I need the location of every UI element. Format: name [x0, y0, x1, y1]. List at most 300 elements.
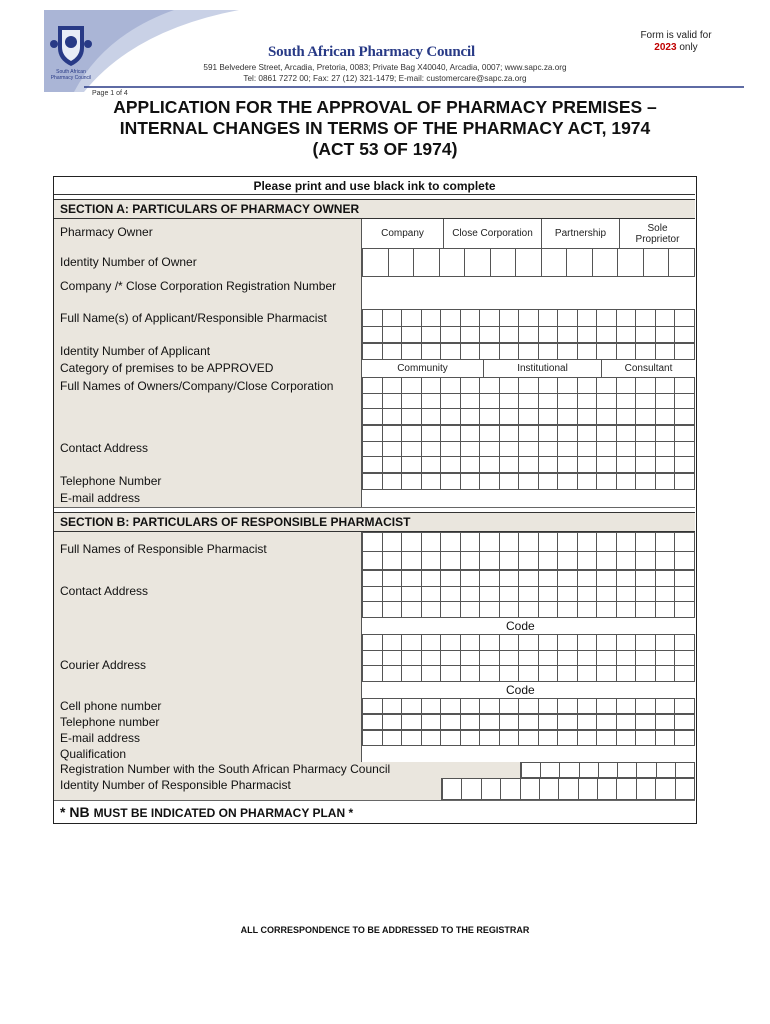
- input-box[interactable]: [541, 763, 560, 778]
- input-box[interactable]: [539, 474, 559, 490]
- input-box[interactable]: [422, 327, 442, 344]
- input-box[interactable]: [402, 344, 422, 360]
- input-box[interactable]: [656, 731, 676, 746]
- input-box[interactable]: [461, 666, 481, 682]
- input-box[interactable]: [363, 715, 383, 730]
- responsible-names-boxes[interactable]: [362, 532, 695, 570]
- input-box[interactable]: [402, 474, 422, 490]
- input-box[interactable]: [500, 378, 520, 394]
- input-box[interactable]: [363, 587, 383, 603]
- input-box[interactable]: [383, 378, 403, 394]
- input-box[interactable]: [558, 378, 578, 394]
- input-box[interactable]: [675, 587, 695, 603]
- input-box[interactable]: [558, 651, 578, 667]
- input-box[interactable]: [558, 474, 578, 490]
- input-box[interactable]: [363, 409, 383, 425]
- input-box[interactable]: [578, 731, 598, 746]
- input-box[interactable]: [462, 779, 481, 800]
- input-box[interactable]: [578, 426, 598, 442]
- input-box[interactable]: [519, 666, 539, 682]
- input-box[interactable]: [519, 635, 539, 651]
- input-box[interactable]: [422, 666, 442, 682]
- input-box[interactable]: [578, 474, 598, 490]
- input-box[interactable]: [597, 571, 617, 587]
- input-box[interactable]: [578, 344, 598, 360]
- input-box[interactable]: [422, 378, 442, 394]
- input-box[interactable]: [636, 651, 656, 667]
- input-box[interactable]: [389, 249, 415, 277]
- input-box[interactable]: [656, 457, 676, 473]
- input-box[interactable]: [675, 699, 695, 714]
- input-box[interactable]: [656, 635, 676, 651]
- input-box[interactable]: [597, 327, 617, 344]
- input-box[interactable]: [558, 457, 578, 473]
- input-box[interactable]: [636, 344, 656, 360]
- input-box[interactable]: [500, 587, 520, 603]
- input-box[interactable]: [363, 651, 383, 667]
- input-box[interactable]: [461, 426, 481, 442]
- input-box[interactable]: [461, 602, 481, 618]
- input-box[interactable]: [636, 394, 656, 410]
- input-box[interactable]: [383, 587, 403, 603]
- input-box[interactable]: [675, 651, 695, 667]
- input-box[interactable]: [383, 474, 403, 490]
- input-box[interactable]: [383, 571, 403, 587]
- input-box[interactable]: [617, 378, 637, 394]
- input-box[interactable]: [402, 651, 422, 667]
- input-box[interactable]: [519, 474, 539, 490]
- input-box[interactable]: [402, 602, 422, 618]
- input-box[interactable]: [675, 327, 695, 344]
- input-box[interactable]: [383, 731, 403, 746]
- input-box[interactable]: [402, 327, 422, 344]
- input-box[interactable]: [597, 310, 617, 327]
- input-box[interactable]: [636, 552, 656, 571]
- input-box[interactable]: [383, 651, 403, 667]
- input-box[interactable]: [441, 666, 461, 682]
- input-box[interactable]: [539, 731, 559, 746]
- input-box[interactable]: [383, 635, 403, 651]
- input-box[interactable]: [539, 533, 559, 552]
- input-box[interactable]: [539, 571, 559, 587]
- input-box[interactable]: [500, 602, 520, 618]
- input-box[interactable]: [383, 666, 403, 682]
- input-box[interactable]: [422, 602, 442, 618]
- input-box[interactable]: [617, 426, 637, 442]
- input-box[interactable]: [383, 310, 403, 327]
- input-box[interactable]: [617, 327, 637, 344]
- input-box[interactable]: [636, 571, 656, 587]
- input-box[interactable]: [500, 715, 520, 730]
- courier-address-boxes[interactable]: [362, 634, 695, 682]
- telephone-boxes[interactable]: [362, 473, 695, 490]
- input-box[interactable]: [539, 457, 559, 473]
- input-box[interactable]: [500, 666, 520, 682]
- owner-type-option[interactable]: Company: [362, 219, 444, 248]
- input-box[interactable]: [500, 533, 520, 552]
- input-box[interactable]: [597, 587, 617, 603]
- input-box[interactable]: [636, 587, 656, 603]
- input-box[interactable]: [597, 651, 617, 667]
- input-box[interactable]: [675, 731, 695, 746]
- input-box[interactable]: [383, 602, 403, 618]
- input-box[interactable]: [422, 474, 442, 490]
- input-box[interactable]: [657, 763, 676, 778]
- input-box[interactable]: [539, 587, 559, 603]
- cell-boxes[interactable]: [362, 698, 695, 714]
- input-box[interactable]: [558, 409, 578, 425]
- input-box[interactable]: [441, 344, 461, 360]
- input-box[interactable]: [402, 571, 422, 587]
- input-box[interactable]: [480, 442, 500, 458]
- input-box[interactable]: [597, 394, 617, 410]
- input-box[interactable]: [402, 533, 422, 552]
- input-box[interactable]: [519, 378, 539, 394]
- b-email-boxes[interactable]: [362, 730, 695, 746]
- input-box[interactable]: [617, 587, 637, 603]
- input-box[interactable]: [597, 699, 617, 714]
- input-box[interactable]: [383, 552, 403, 571]
- input-box[interactable]: [656, 344, 676, 360]
- input-box[interactable]: [461, 699, 481, 714]
- input-box[interactable]: [500, 552, 520, 571]
- input-box[interactable]: [383, 327, 403, 344]
- input-box[interactable]: [363, 731, 383, 746]
- input-box[interactable]: [540, 779, 559, 800]
- input-box[interactable]: [441, 651, 461, 667]
- input-box[interactable]: [422, 571, 442, 587]
- input-box[interactable]: [636, 474, 656, 490]
- input-box[interactable]: [519, 587, 539, 603]
- input-box[interactable]: [383, 344, 403, 360]
- input-box[interactable]: [422, 715, 442, 730]
- input-box[interactable]: [363, 310, 383, 327]
- input-box[interactable]: [522, 763, 541, 778]
- input-box[interactable]: [500, 344, 520, 360]
- input-box[interactable]: [519, 409, 539, 425]
- input-box[interactable]: [402, 394, 422, 410]
- input-box[interactable]: [500, 442, 520, 458]
- input-box[interactable]: [402, 666, 422, 682]
- category-option[interactable]: Community: [362, 360, 484, 377]
- input-box[interactable]: [402, 731, 422, 746]
- input-box[interactable]: [480, 426, 500, 442]
- input-box[interactable]: [644, 249, 670, 277]
- input-box[interactable]: [617, 310, 637, 327]
- input-box[interactable]: [519, 394, 539, 410]
- input-box[interactable]: [617, 442, 637, 458]
- input-box[interactable]: [617, 651, 637, 667]
- input-box[interactable]: [422, 457, 442, 473]
- input-box[interactable]: [593, 249, 619, 277]
- input-box[interactable]: [402, 426, 422, 442]
- input-box[interactable]: [636, 602, 656, 618]
- input-box[interactable]: [656, 651, 676, 667]
- input-box[interactable]: [656, 426, 676, 442]
- input-box[interactable]: [482, 779, 501, 800]
- input-box[interactable]: [461, 552, 481, 571]
- input-box[interactable]: [501, 779, 520, 800]
- input-box[interactable]: [402, 310, 422, 327]
- input-box[interactable]: [558, 602, 578, 618]
- input-box[interactable]: [519, 715, 539, 730]
- input-box[interactable]: [580, 763, 599, 778]
- input-box[interactable]: [480, 474, 500, 490]
- input-box[interactable]: [636, 635, 656, 651]
- input-box[interactable]: [521, 779, 540, 800]
- input-box[interactable]: [461, 533, 481, 552]
- input-box[interactable]: [539, 327, 559, 344]
- input-box[interactable]: [480, 344, 500, 360]
- input-box[interactable]: [617, 779, 636, 800]
- input-box[interactable]: [567, 249, 593, 277]
- input-box[interactable]: [676, 779, 695, 800]
- input-box[interactable]: [500, 457, 520, 473]
- input-box[interactable]: [637, 763, 656, 778]
- b-identity-boxes[interactable]: [442, 778, 695, 800]
- category-option[interactable]: Institutional: [484, 360, 602, 377]
- input-box[interactable]: [441, 699, 461, 714]
- category-option[interactable]: Consultant: [624, 363, 673, 374]
- input-box[interactable]: [480, 635, 500, 651]
- input-box[interactable]: [656, 587, 676, 603]
- input-box[interactable]: [656, 552, 676, 571]
- input-box[interactable]: [414, 249, 440, 277]
- input-box[interactable]: [558, 731, 578, 746]
- input-box[interactable]: [636, 457, 656, 473]
- input-box[interactable]: [656, 327, 676, 344]
- b-telephone-boxes[interactable]: [362, 714, 695, 730]
- input-box[interactable]: [558, 327, 578, 344]
- input-box[interactable]: [441, 635, 461, 651]
- input-box[interactable]: [461, 457, 481, 473]
- input-box[interactable]: [617, 457, 637, 473]
- input-box[interactable]: [597, 552, 617, 571]
- input-box[interactable]: [656, 533, 676, 552]
- input-box[interactable]: [578, 571, 598, 587]
- input-box[interactable]: [675, 457, 695, 473]
- input-box[interactable]: [461, 587, 481, 603]
- input-box[interactable]: [461, 715, 481, 730]
- input-box[interactable]: [461, 731, 481, 746]
- input-box[interactable]: [441, 394, 461, 410]
- input-box[interactable]: [636, 533, 656, 552]
- input-box[interactable]: [656, 310, 676, 327]
- input-box[interactable]: [440, 249, 466, 277]
- input-box[interactable]: [519, 442, 539, 458]
- input-box[interactable]: [519, 602, 539, 618]
- input-box[interactable]: [383, 426, 403, 442]
- input-box[interactable]: [636, 327, 656, 344]
- input-box[interactable]: [480, 571, 500, 587]
- input-box[interactable]: [579, 779, 598, 800]
- input-box[interactable]: [363, 442, 383, 458]
- input-box[interactable]: [558, 442, 578, 458]
- input-box[interactable]: [559, 779, 578, 800]
- input-box[interactable]: [617, 552, 637, 571]
- input-box[interactable]: [656, 602, 676, 618]
- input-box[interactable]: [461, 378, 481, 394]
- input-box[interactable]: [441, 602, 461, 618]
- input-box[interactable]: [461, 442, 481, 458]
- input-box[interactable]: [363, 602, 383, 618]
- input-box[interactable]: [656, 715, 676, 730]
- input-box[interactable]: [636, 378, 656, 394]
- input-box[interactable]: [675, 474, 695, 490]
- input-box[interactable]: [441, 442, 461, 458]
- input-box[interactable]: [480, 587, 500, 603]
- input-box[interactable]: [597, 474, 617, 490]
- input-box[interactable]: [441, 571, 461, 587]
- input-box[interactable]: [519, 310, 539, 327]
- input-box[interactable]: [519, 344, 539, 360]
- input-box[interactable]: [363, 474, 383, 490]
- input-box[interactable]: [578, 587, 598, 603]
- input-box[interactable]: [422, 651, 442, 667]
- input-box[interactable]: [675, 602, 695, 618]
- input-box[interactable]: [617, 602, 637, 618]
- input-box[interactable]: [363, 699, 383, 714]
- input-box[interactable]: [422, 552, 442, 571]
- input-box[interactable]: [422, 442, 442, 458]
- input-box[interactable]: [461, 344, 481, 360]
- input-box[interactable]: [676, 763, 695, 778]
- input-box[interactable]: [441, 426, 461, 442]
- input-box[interactable]: [560, 763, 579, 778]
- input-box[interactable]: [597, 666, 617, 682]
- input-box[interactable]: [383, 442, 403, 458]
- input-box[interactable]: [363, 394, 383, 410]
- owner-type-option[interactable]: Partnership: [542, 219, 620, 248]
- input-box[interactable]: [539, 310, 559, 327]
- input-box[interactable]: [519, 457, 539, 473]
- input-box[interactable]: [422, 699, 442, 714]
- input-box[interactable]: [480, 409, 500, 425]
- input-box[interactable]: [636, 731, 656, 746]
- input-box[interactable]: [500, 699, 520, 714]
- input-box[interactable]: [656, 442, 676, 458]
- input-box[interactable]: [617, 635, 637, 651]
- input-box[interactable]: [461, 571, 481, 587]
- input-box[interactable]: [558, 699, 578, 714]
- input-box[interactable]: [363, 552, 383, 571]
- input-box[interactable]: [383, 533, 403, 552]
- input-box[interactable]: [539, 602, 559, 618]
- applicant-names-boxes[interactable]: [362, 309, 695, 343]
- input-box[interactable]: [461, 635, 481, 651]
- input-box[interactable]: [402, 699, 422, 714]
- registration-boxes[interactable]: [521, 762, 695, 778]
- input-box[interactable]: [597, 344, 617, 360]
- input-box[interactable]: [636, 666, 656, 682]
- input-box[interactable]: [597, 635, 617, 651]
- input-box[interactable]: [618, 763, 637, 778]
- input-box[interactable]: [441, 409, 461, 425]
- input-box[interactable]: [578, 378, 598, 394]
- input-box[interactable]: [597, 715, 617, 730]
- input-box[interactable]: [480, 394, 500, 410]
- input-box[interactable]: [402, 635, 422, 651]
- input-box[interactable]: [480, 651, 500, 667]
- input-box[interactable]: [480, 327, 500, 344]
- input-box[interactable]: [441, 378, 461, 394]
- input-box[interactable]: [636, 426, 656, 442]
- input-box[interactable]: [539, 344, 559, 360]
- input-box[interactable]: [617, 394, 637, 410]
- input-box[interactable]: [597, 602, 617, 618]
- input-box[interactable]: [422, 635, 442, 651]
- input-box[interactable]: [519, 552, 539, 571]
- input-box[interactable]: [539, 442, 559, 458]
- input-box[interactable]: [519, 533, 539, 552]
- input-box[interactable]: [363, 249, 389, 277]
- input-box[interactable]: [500, 394, 520, 410]
- input-box[interactable]: [461, 474, 481, 490]
- input-box[interactable]: [542, 249, 568, 277]
- input-box[interactable]: [363, 344, 383, 360]
- input-box[interactable]: [675, 310, 695, 327]
- input-box[interactable]: [383, 457, 403, 473]
- input-box[interactable]: [480, 310, 500, 327]
- input-box[interactable]: [500, 474, 520, 490]
- input-box[interactable]: [597, 731, 617, 746]
- input-box[interactable]: [578, 651, 598, 667]
- input-box[interactable]: [675, 635, 695, 651]
- input-box[interactable]: [636, 699, 656, 714]
- input-box[interactable]: [558, 571, 578, 587]
- input-box[interactable]: [519, 571, 539, 587]
- input-box[interactable]: [491, 249, 517, 277]
- input-box[interactable]: [461, 327, 481, 344]
- input-box[interactable]: [599, 763, 618, 778]
- owner-type-option[interactable]: Sole Proprietor: [635, 222, 680, 245]
- input-box[interactable]: [656, 394, 676, 410]
- input-box[interactable]: [441, 474, 461, 490]
- input-box[interactable]: [539, 426, 559, 442]
- input-box[interactable]: [480, 602, 500, 618]
- input-box[interactable]: [422, 394, 442, 410]
- input-box[interactable]: [656, 779, 675, 800]
- input-box[interactable]: [363, 426, 383, 442]
- input-box[interactable]: [675, 533, 695, 552]
- contact-address-boxes[interactable]: [362, 425, 695, 473]
- input-box[interactable]: [363, 533, 383, 552]
- input-box[interactable]: [363, 327, 383, 344]
- input-box[interactable]: [617, 699, 637, 714]
- input-box[interactable]: [558, 666, 578, 682]
- input-box[interactable]: [383, 699, 403, 714]
- input-box[interactable]: [597, 409, 617, 425]
- input-box[interactable]: [539, 715, 559, 730]
- input-box[interactable]: [578, 552, 598, 571]
- input-box[interactable]: [441, 327, 461, 344]
- input-box[interactable]: [363, 635, 383, 651]
- input-box[interactable]: [675, 442, 695, 458]
- input-box[interactable]: [539, 666, 559, 682]
- input-box[interactable]: [383, 394, 403, 410]
- input-box[interactable]: [383, 409, 403, 425]
- input-box[interactable]: [597, 533, 617, 552]
- input-box[interactable]: [558, 310, 578, 327]
- input-box[interactable]: [656, 666, 676, 682]
- input-box[interactable]: [441, 587, 461, 603]
- input-box[interactable]: [578, 310, 598, 327]
- input-box[interactable]: [443, 779, 462, 800]
- input-box[interactable]: [461, 409, 481, 425]
- input-box[interactable]: [500, 651, 520, 667]
- input-box[interactable]: [402, 457, 422, 473]
- input-box[interactable]: [500, 426, 520, 442]
